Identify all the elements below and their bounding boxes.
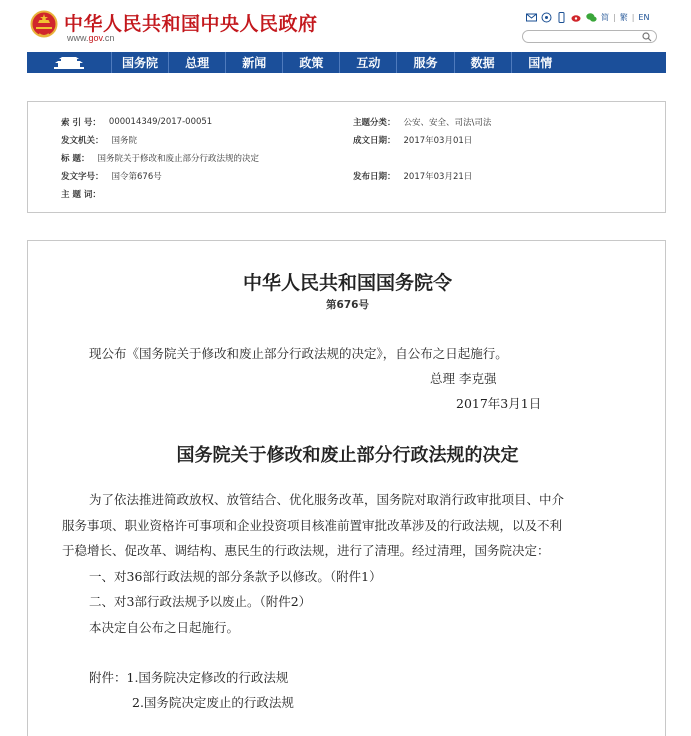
rss-icon[interactable] <box>541 12 552 23</box>
lang-separator: | <box>631 13 635 22</box>
date-written-label: 成文日期： <box>353 136 396 146</box>
info-row-keywords <box>61 187 109 201</box>
body-paragraph-line: 为了依法推进简政放权、放管结合、优化服务改革，国务院对取消行政审批项目、中介 <box>89 492 565 507</box>
decision-item-2: 二、对3部行政法规予以废止。（附件2） <box>89 594 312 609</box>
top-toolbar <box>526 12 649 23</box>
info-row-doc-no <box>61 169 162 183</box>
nav-item-news[interactable]: 新闻 <box>226 52 283 73</box>
lang-traditional-link[interactable]: 繁 <box>619 13 628 22</box>
sign-date: 2017年3月1日 <box>456 396 542 411</box>
weibo-icon[interactable] <box>571 12 582 23</box>
mobile-icon[interactable] <box>556 12 567 23</box>
keywords-label: 主 题 词： <box>61 190 101 200</box>
nav-item-policy[interactable]: 政策 <box>283 52 340 73</box>
site-url-accent: gov <box>88 33 103 43</box>
nav-item-services[interactable]: 服务 <box>397 52 454 73</box>
site-url-prefix: www. <box>67 33 89 43</box>
search-input[interactable] <box>529 31 639 42</box>
lang-english-link[interactable]: EN <box>638 13 650 22</box>
attachment-2[interactable]: 2.国务院决定废止的行政法规 <box>132 695 294 710</box>
order-number: 第676号 <box>326 299 369 311</box>
site-header <box>0 0 691 48</box>
subject-label: 主题分类： <box>353 118 396 128</box>
decision-title: 国务院关于修改和废止部分行政法规的决定 <box>176 445 519 466</box>
info-row-publish-date <box>353 169 472 183</box>
info-row-index <box>61 115 212 129</box>
attachment-1[interactable]: 附件：1.国务院决定修改的行政法规 <box>89 670 289 685</box>
nav-home-link[interactable] <box>27 52 112 73</box>
publish-label: 发布日期： <box>353 172 396 182</box>
issuer-label: 发文机关： <box>61 136 104 146</box>
search-icon[interactable] <box>642 32 652 42</box>
title-value: 国务院关于修改和废止部分行政法规的决定 <box>97 154 259 164</box>
body-paragraph-line: 于稳增长、促改革、调结构、惠民生的行政法规，进行了清理。经过清理，国务院决定： <box>62 543 550 558</box>
doc-no-label: 发文字号： <box>61 172 104 182</box>
tiananmen-icon <box>52 56 86 70</box>
nav-item-national-info[interactable]: 国情 <box>528 56 553 70</box>
order-title: 中华人民共和国国务院令 <box>242 272 452 294</box>
document-content <box>27 240 666 736</box>
mail-icon[interactable] <box>526 12 537 23</box>
info-row-title <box>61 151 259 165</box>
doc-no-value: 国令第676号 <box>111 172 162 182</box>
lang-separator: | <box>613 13 616 22</box>
site-url[interactable] <box>67 33 114 43</box>
decision-item-1: 一、对36部行政法规的部分条款予以修改。（附件1） <box>89 569 382 584</box>
national-emblem-icon[interactable] <box>30 10 58 40</box>
nav-item-data[interactable]: 数据 <box>455 52 512 73</box>
signer: 总理 李克强 <box>430 371 497 386</box>
info-row-date-written <box>353 133 472 147</box>
document-info-table <box>27 101 666 213</box>
site-url-suffix: .cn <box>102 33 115 43</box>
nav-item-interaction[interactable]: 互动 <box>340 52 397 73</box>
body-paragraph-line: 服务事项、职业资格许可事项和企业投资项目核准前置审批改革涉及的行政法规，以及不利 <box>62 518 563 533</box>
index-label: 索 引 号： <box>61 118 101 128</box>
nav-item-premier[interactable]: 总理 <box>169 52 226 73</box>
date-written-value: 2017年03月01日 <box>403 136 473 146</box>
subject-value: 公安、安全、司法\司法 <box>403 118 492 128</box>
index-value: 000014349/2017-00051 <box>108 117 213 127</box>
title-label: 标 题： <box>61 154 90 164</box>
info-row-subject <box>353 115 491 129</box>
issuer-value: 国务院 <box>111 136 138 146</box>
effective-statement: 本决定自公布之日起施行。 <box>89 620 240 635</box>
announce-paragraph: 现公布《国务院关于修改和废止部分行政法规的决定》，自公布之日起施行。 <box>89 346 508 361</box>
info-row-issuer <box>61 133 137 147</box>
search-box <box>522 30 657 43</box>
lang-simplified-link[interactable]: 简 <box>601 13 609 22</box>
site-title[interactable]: 中华人民共和国中央人民政府 <box>64 13 318 35</box>
nav-item-state-council[interactable]: 国务院 <box>112 52 169 73</box>
publish-value: 2017年03月21日 <box>403 172 473 182</box>
wechat-icon[interactable] <box>586 12 597 23</box>
main-nav <box>27 52 666 73</box>
